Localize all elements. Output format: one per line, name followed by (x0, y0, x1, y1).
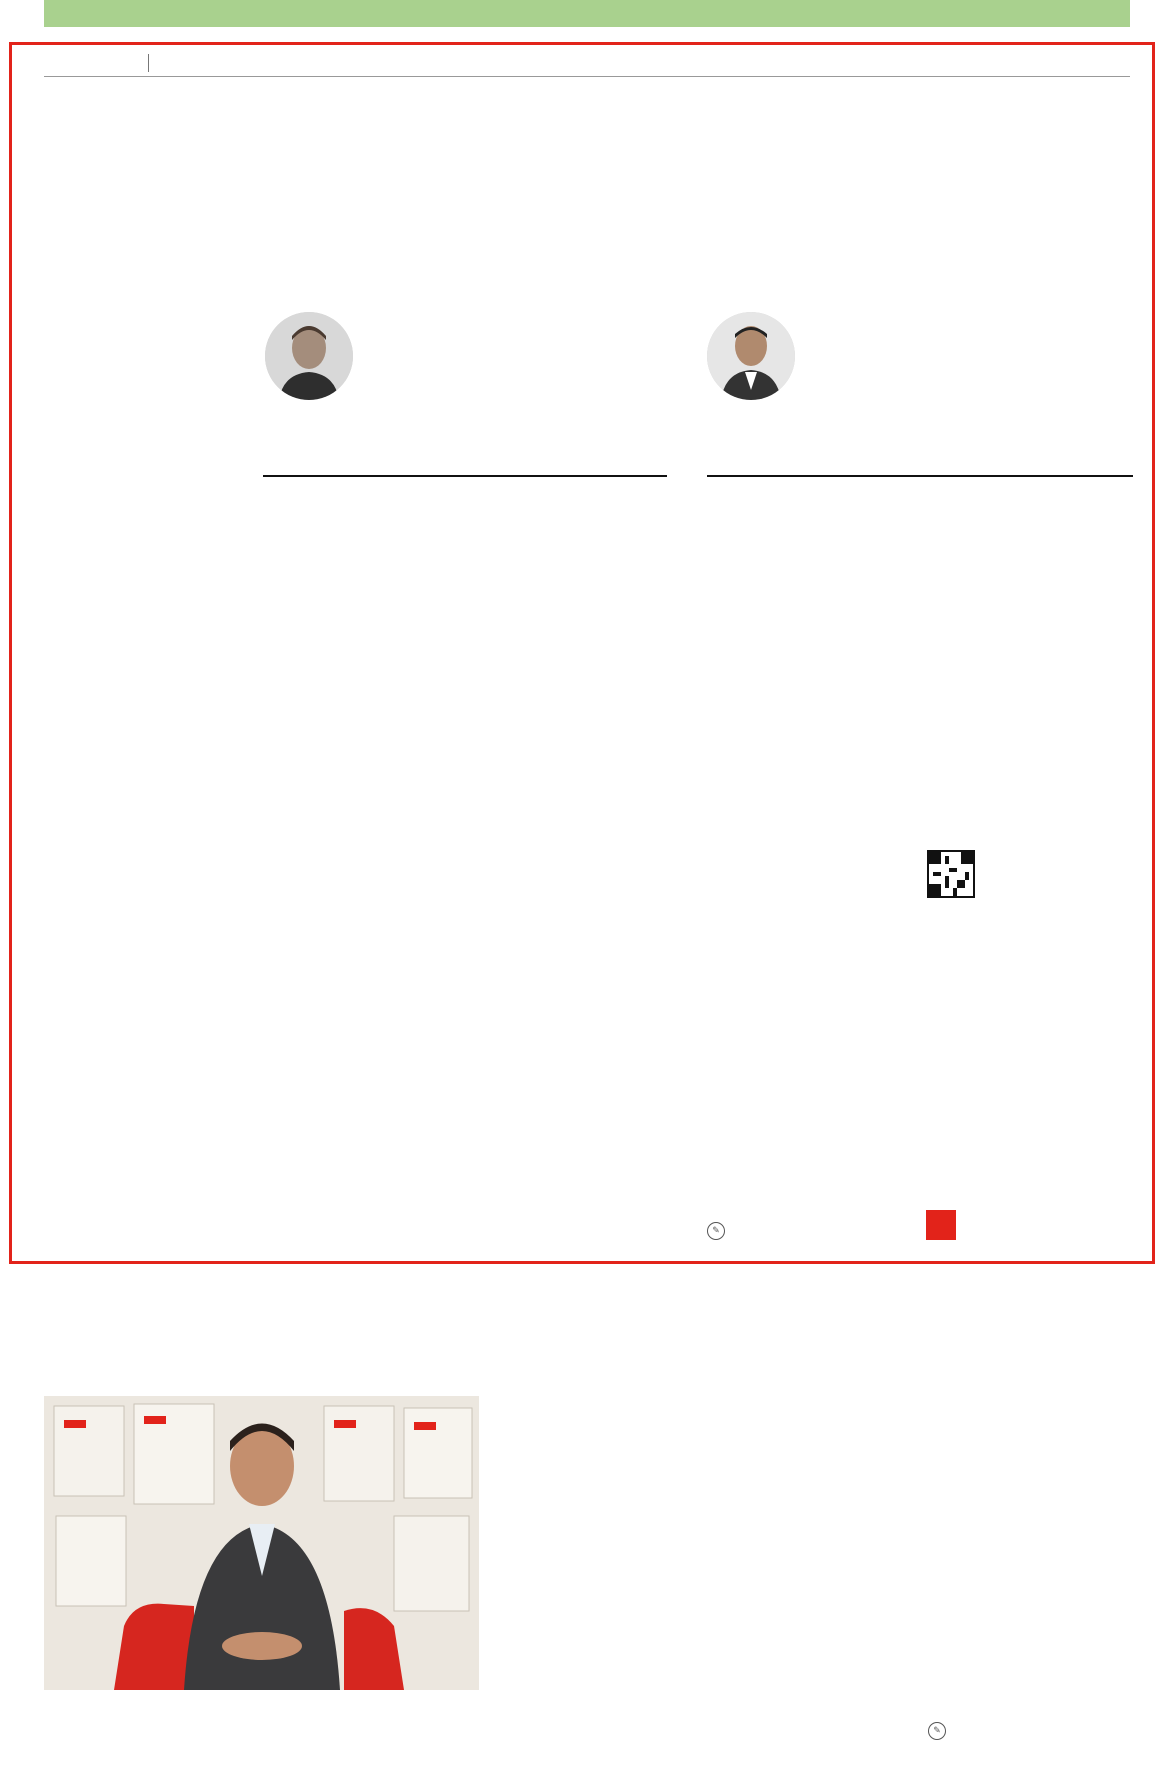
header-divider (148, 54, 149, 72)
lr-logo (926, 1210, 956, 1240)
top-color-band (44, 0, 1130, 27)
photo-mauricio-toro (44, 1396, 479, 1690)
author-icon: ✎ (928, 1722, 946, 1740)
highlight-frame (9, 42, 1155, 1264)
quote1-rule (263, 475, 667, 477)
avatar-adrian-garlati (265, 312, 353, 400)
avatar-juan-camilo-santana (707, 312, 795, 400)
quote2-rule (707, 475, 1133, 477)
header-rule (44, 76, 1130, 77)
qr-code-icon[interactable] (927, 850, 975, 898)
author-icon: ✎ (707, 1222, 725, 1240)
